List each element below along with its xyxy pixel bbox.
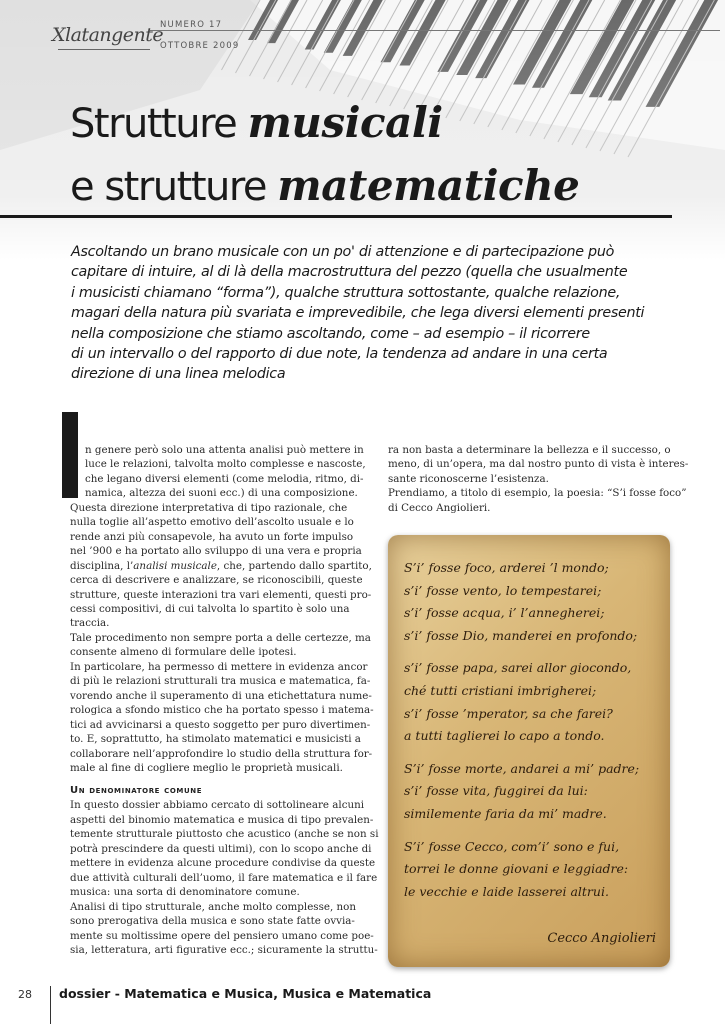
body-line: musica: una sorta di denominatore comune. [70, 886, 300, 899]
body-line: nel ’900 e ha portato allo sviluppo di una vera e propria [70, 545, 362, 558]
poem-verse: s’i’ fosse Dio, manderei en profondo; [404, 627, 638, 643]
poem-stanza [404, 557, 662, 647]
page-number: 28 [18, 988, 32, 1001]
em-suffix: , che, partendo dallo spartito, [216, 559, 372, 572]
body-line: mente su moltissime opere del pensiero umano come poe- [70, 929, 374, 942]
body-line: In particolare, ha permesso di mettere in evidenza ancor [70, 660, 368, 673]
title-italic-1: musicali [247, 98, 443, 147]
body-line: cerca di descrivere e analizzare, se riconoscibili, queste [70, 574, 363, 587]
body-line: cessi compositivi, di cui talvolta lo spartito è solo una [70, 602, 350, 615]
lead-paragraph [71, 242, 671, 385]
issue-info [160, 15, 239, 57]
body-line: di Cecco Angiolieri. [388, 501, 491, 514]
poem-verse: s’i’ fosse vento, lo tempestarei; [404, 582, 602, 598]
lead-line: di un intervallo o del rapporto di due note, la tendenza ad andare in una certa [71, 346, 608, 363]
footer-divider [50, 986, 51, 1024]
lead-line: direzione di una linea melodica [71, 366, 286, 383]
title-plain-2: e strutture [70, 164, 278, 210]
article-title [70, 96, 690, 222]
poem-author: Cecco Angiolieri [547, 931, 656, 946]
body-line: aspetti del binomio matematica e musica di tipo prevalen- [70, 813, 374, 826]
body-line: In questo dossier abbiamo cercato di sottolineare alcuni [70, 799, 365, 812]
poem-parchment [388, 535, 670, 967]
body-line: nulla toglie all’aspetto emotivo dell’ascolto usuale e lo [70, 516, 354, 529]
body-line: to. E, soprattutto, ha stimolato matematici e musicisti a [70, 733, 361, 746]
logo-underline [58, 49, 150, 50]
lead-line: capitare di intuire, al di là della macrostruttura del pezzo (quella che usualmente [71, 264, 628, 281]
body-line: Tale procedimento non sempre porta a delle certezze, ma [70, 631, 371, 644]
poem-verse: a tutti taglierei lo capo a tondo. [404, 728, 605, 744]
body-line: potrà prescindere da questi ultimi), con lo scopo anche di [70, 842, 372, 855]
body-line: collaborare nell’approfondire lo studio della struttura for- [70, 747, 373, 760]
body-line: luce le relazioni, talvolta molto complesse e nascoste, [85, 458, 366, 471]
body-line: male al fine di cogliere meglio le proprietà musicali. [70, 761, 343, 774]
poem-verse: torrei le donne giovani e leggiadre: [404, 861, 629, 877]
footer-running-title: dossier - Matematica e Musica, Musica e Matematica [59, 986, 432, 1001]
poem-verse: S’i’ fosse morte, andarei a mi’ padre; [404, 760, 640, 776]
title-plain-1: Strutture [70, 101, 248, 147]
section-heading: Un denominatore comune [70, 785, 203, 797]
body-line: di più le relazioni strutturali tra musica e matematica, fa- [70, 675, 371, 688]
poem-verse: s’i’ fosse vita, fuggirei da lui: [404, 783, 588, 799]
body-line: meno, di un’opera, ma dal nostro punto di vista è interes- [388, 458, 689, 471]
em-prefix: disciplina, l’ [70, 559, 134, 572]
issue-date: OTTOBRE 2009 [160, 41, 240, 51]
body-column-right [388, 443, 689, 515]
body-line: tici ad avvicinarsi a questo soggetto per puro divertimen- [70, 718, 371, 731]
body-line: Prendiamo, a titolo di esempio, la poesia: “S’i fosse foco” [388, 487, 687, 500]
poem-stanza [404, 758, 662, 826]
lead-line: i musicisti chiamano “forma”), qualche struttura sottostante, qualche relazione, [71, 284, 621, 301]
title-line-1 [70, 96, 690, 159]
body-line-with-emphasis [70, 559, 372, 573]
magazine-logo [52, 18, 164, 56]
body-column-left [70, 443, 379, 957]
issue-number: NUMERO 17 [160, 20, 223, 30]
body-line: che legano diversi elementi (come melodia, ritmo, di- [85, 472, 364, 485]
body-line: mettere in evidenza alcune procedure condivise da queste [70, 857, 376, 870]
lead-line: nella composizione che stiamo ascoltando, come – ad esempio – il ricorrere [71, 325, 590, 342]
title-line-2 [70, 159, 690, 222]
body-line: rende anzi più consapevole, ha avuto un forte impulso [70, 530, 354, 543]
body-line: ra non basta a determinare la bellezza e il successo, o [388, 444, 671, 456]
lead-line: Ascoltando un brano musicale con un po' di attenzione e di partecipazione può [71, 244, 615, 260]
poem-verse: ché tutti cristiani imbrigherei; [404, 682, 597, 698]
body-line: strutture, queste interazioni tra vari elementi, questi pro- [70, 588, 372, 601]
body-line: sante riconoscerne l’esistenza. [388, 472, 549, 485]
poem-stanza [404, 657, 662, 747]
poem-text [404, 557, 662, 913]
body-line: n genere però solo una attenta analisi può mettere in [85, 444, 364, 456]
body-line: sia, letteratura, arti figurative ecc.; sicuramente la struttu- [70, 943, 378, 956]
body-line: temente strutturale piuttosto che acustico (anche se non si [70, 828, 379, 841]
body-line: sono prerogativa della musica e sono state fatte ovvia- [70, 915, 355, 928]
poem-verse: similemente faria da mi’ madre. [404, 805, 607, 821]
body-line: vorendo anche il superamento di una etichettatura nume- [70, 689, 372, 702]
body-line: Analisi di tipo strutturale, anche molto complesse, non [70, 900, 356, 913]
body-line: consente almeno di formulare delle ipotesi. [70, 646, 297, 659]
body-line: traccia. [70, 617, 110, 630]
em-italic: analisi musicale [133, 559, 217, 572]
body-line: rologica a sfondo mistico che ha portato spesso i matema- [70, 704, 374, 717]
poem-verse: le vecchie e laide lasserei altrui. [404, 883, 609, 899]
poem-verse: S’i’ fosse Cecco, com’i’ sono e fui, [404, 838, 620, 854]
poem-verse: s’i’ fosse ’mperator, sa che farei? [404, 705, 613, 721]
logo-text: Xlatangente [52, 24, 164, 46]
title-italic-2: matematiche [277, 161, 580, 210]
poem-stanza [404, 836, 662, 904]
poem-verse: s’i’ fosse papa, sarei allor giocondo, [404, 660, 632, 676]
lead-line: magari della natura più svariata e imprevedibile, che lega diversi elementi presenti [71, 305, 645, 322]
title-rule [0, 215, 672, 218]
poem-verse: s’i’ fosse acqua, i’ l’annegherei; [404, 605, 605, 621]
body-line: Questa direzione interpretativa di tipo razionale, che [70, 501, 348, 514]
poem-verse: S’i’ fosse foco, arderei ’l mondo; [404, 560, 609, 575]
body-line: due attività culturali dell’uomo, il fare matematica e il fare [70, 871, 378, 884]
body-line: namica, altezza dei suoni ecc.) di una composizione. [85, 487, 358, 500]
